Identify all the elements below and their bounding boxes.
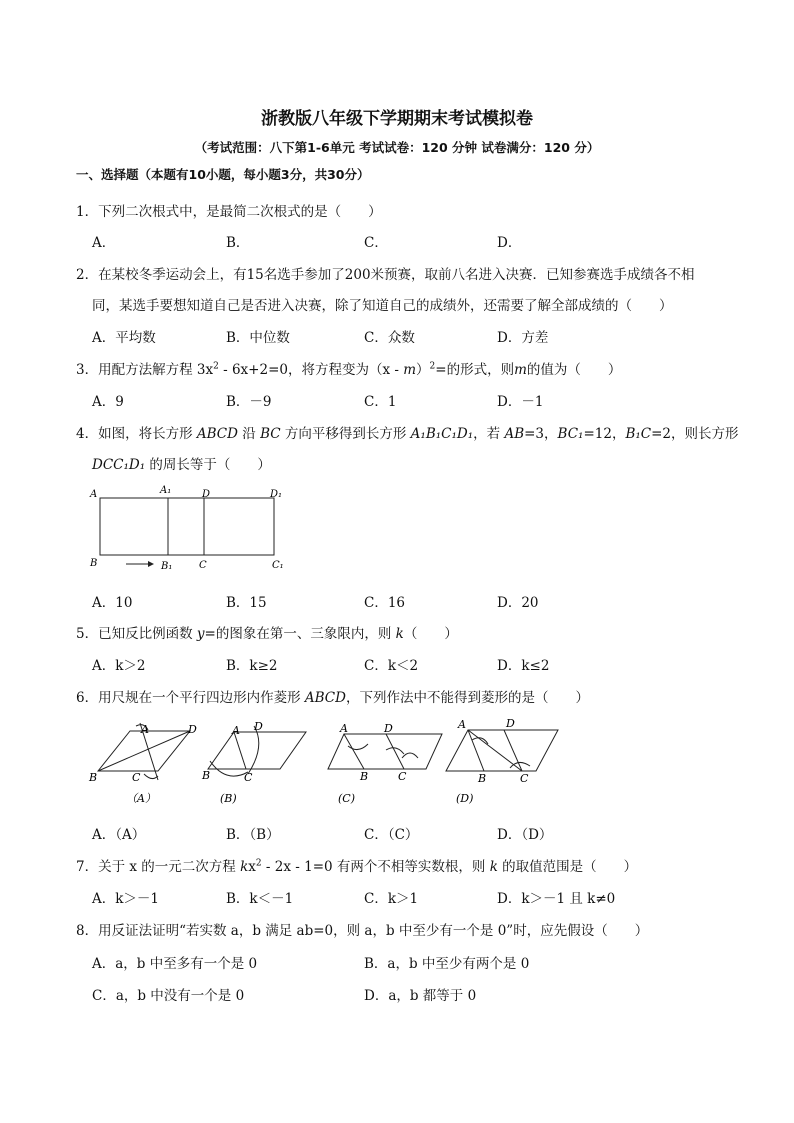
exam-info: （考试范围：八下第1-6单元 考试试卷：120 分钟 试卷满分：120 分） [194, 140, 600, 155]
label-A: A [90, 489, 98, 500]
figure-a-label-B: B [89, 771, 98, 784]
figure-c-label-C: C [398, 770, 407, 783]
arrow-head [148, 561, 154, 567]
q6-option-d: D．（D） [497, 827, 553, 843]
figure-d [446, 717, 558, 805]
figure-c-caption: (C) [338, 792, 355, 805]
figure-c [328, 722, 442, 805]
q5-option-b: B．k≥2 [226, 658, 278, 674]
q7-option-c: C．k＞1 [364, 891, 419, 907]
figure-b-label-B: B [202, 769, 211, 782]
section-heading: 一、选择题（本题有10小题，每小题3分，共30分） [76, 167, 370, 182]
q6-option-c: C．（C） [364, 827, 419, 843]
figure-b-label-C: C [244, 771, 253, 784]
q4-rectangle-figure [86, 480, 296, 580]
q6-option-a: A．（A） [92, 827, 146, 843]
figure-d-label-B: B [478, 772, 487, 785]
figure-b-label-A: A [232, 724, 240, 737]
q3-option-c: C．1 [364, 394, 397, 410]
q6-option-b: B．（B） [226, 827, 280, 843]
q5-option-d: D．k≤2 [497, 658, 550, 674]
question-5-stem: 5．已知反比例函数 y=的图象在第一、三象限内，则 k（ ） [76, 626, 458, 642]
q1-option-d: D． [497, 235, 522, 251]
figure-b [201, 720, 306, 805]
q4-option-c: C．16 [364, 595, 406, 611]
figure-d-label-C: C [520, 772, 529, 785]
q1-option-b: B． [226, 235, 250, 251]
label-A1: A₁ [160, 485, 172, 496]
q7-option-a: A．k＞－1 [92, 891, 160, 907]
q1-option-a: A． [92, 235, 116, 251]
figure-d-caption: (D) [456, 792, 474, 805]
q4-option-a: A．10 [92, 595, 133, 611]
label-B1: B₁ [161, 561, 173, 572]
question-4-line2: DCC₁D₁ 的周长等于（ ） [92, 457, 271, 473]
q8-option-d: D．a，b 都等于 0 [364, 988, 477, 1004]
question-1-stem: 1．下列二次根式中，是最简二次根式的是（ ） [76, 204, 382, 220]
question-2-line1: 2．在某校冬季运动会上，有15名选手参加了200米预赛，取前八名进入决赛．已知参赛选手成绩各不相 [76, 267, 695, 283]
figure-a [88, 723, 197, 805]
q3-option-d: D．－1 [497, 394, 544, 410]
q4-option-d: D．20 [497, 595, 539, 611]
figure-d-label-D: D [506, 717, 515, 730]
label-B: B [90, 558, 98, 569]
question-4-line1: 4．如图，将长方形 ABCD 沿 BC 方向平移得到长方形 A₁B₁C₁D₁，若 AB=3，BC₁=12，B₁C=2，则长方形 [76, 426, 739, 442]
figure-b-caption: (B) [220, 792, 237, 805]
figure-a-caption: （A） [126, 792, 156, 805]
q4-option-b: B．15 [226, 595, 267, 611]
question-2-line2: 同，某选手要想知道自己是否进入决赛，除了知道自己的成绩外，还需要了解全部成绩的（ ） [92, 298, 673, 314]
label-C: C [199, 560, 207, 571]
question-6-stem: 6．用尺规在一个平行四边形内作菱形 ABCD，下列作法中不能得到菱形的是（ ） [76, 690, 589, 706]
figure-c-parallelogram [328, 734, 442, 769]
q2-option-c: C．众数 [364, 330, 415, 346]
question-8-stem: 8．用反证法证明“若实数 a，b 满足 ab=0，则 a，b 中至少有一个是 0”时，应先假设（ ） [76, 923, 649, 939]
figure-c-label-B: B [360, 770, 369, 783]
figure-b-label-D: D [254, 720, 263, 733]
figure-d-label-A: A [458, 718, 466, 731]
q1-option-c: C． [364, 235, 388, 251]
figure-b-arc2 [248, 726, 259, 774]
label-D1: D₁ [270, 489, 283, 500]
q2-option-d: D．方差 [497, 330, 549, 346]
q3-option-a: A．9 [92, 394, 124, 410]
label-C1: C₁ [272, 560, 284, 571]
q8-option-b: B．a，b 中至少有两个是 0 [364, 956, 530, 972]
q2-option-a: A．平均数 [92, 330, 156, 346]
q6-rhombus-figures [86, 714, 606, 814]
figure-c-arc3 [402, 753, 418, 758]
rect-outline [100, 498, 274, 555]
page-title: 浙教版八年级下学期期末考试模拟卷 [261, 109, 533, 129]
label-D: D [202, 489, 211, 500]
figure-b-parallelogram [208, 732, 306, 769]
q8-option-c: C．a，b 中没有一个是 0 [92, 988, 245, 1004]
question-7-stem: 7．关于 x 的一元二次方程 $kx^2 - 2x - 1=0$ 有两个不相等实数根，则 k 的取值范围是（ ） [76, 858, 638, 875]
figure-c-label-A: A [340, 722, 348, 735]
q8-option-a: A．a，b 中至多有一个是 0 [92, 956, 258, 972]
figure-a-label-D: D [188, 723, 197, 736]
figure-b-segment [234, 732, 246, 769]
q7-option-b: B．k＜－1 [226, 891, 294, 907]
q3-option-b: B．－9 [226, 394, 272, 410]
q2-option-b: B．中位数 [226, 330, 290, 346]
figure-c-label-D: D [384, 722, 393, 735]
q7-option-d: D．k＞－1 且 k≠0 [497, 891, 616, 907]
figure-c-line1 [344, 734, 364, 769]
q5-option-c: C．k＜2 [364, 658, 419, 674]
figure-a-label-A: A [141, 723, 149, 736]
figure-d-parallelogram [446, 730, 558, 771]
q5-option-a: A．k＞2 [92, 658, 146, 674]
question-3-stem: 3．用配方法解方程 $3x^2 - 6x+2=0$，将方程变为（x - m）$^2$=的形式，则m的值为（ ） [76, 361, 622, 378]
figure-a-label-C: C [132, 771, 141, 784]
